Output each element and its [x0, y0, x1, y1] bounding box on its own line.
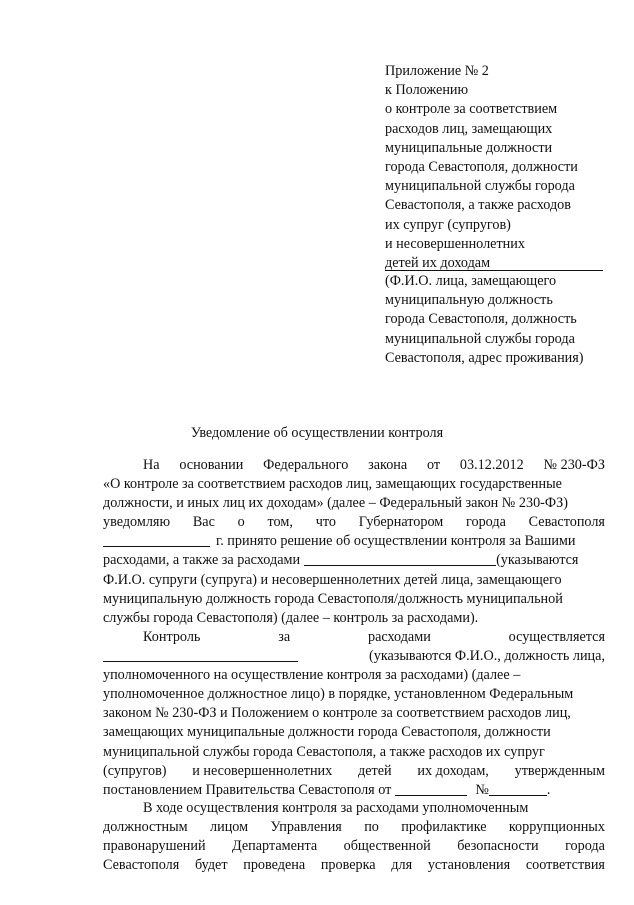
recipient-line: муниципальной службы города: [385, 330, 575, 347]
text-line: (указываются Ф.И.О., должность лица,: [103, 647, 605, 666]
official-blank: [103, 647, 298, 662]
recipient-block: [385, 272, 615, 368]
recipient-line: (Ф.И.О. лица, замещающего: [385, 273, 557, 289]
text-line: муниципальную должность города Севастополя/должность муниципальной: [103, 590, 563, 607]
appendix-line: города Севастополя, должности: [385, 159, 578, 176]
text-line: службы города Севастополя) (далее – контроль за расходами).: [103, 609, 479, 626]
appendix-line: муниципальные должности: [385, 139, 553, 156]
text-line: Севастополя будет проведена проверка для установления соответствия: [103, 857, 605, 874]
recipient-line: Севастополя, адрес проживания): [385, 349, 584, 366]
text-line: муниципальной службы города Севастополя, а также расходов их супруг: [103, 743, 545, 760]
text-line: уполномоченного на осуществление контроля за расходами) (далее –: [103, 667, 521, 684]
text-line: уполномоченное должностное лицо) в порядке, установленном Федеральным: [103, 686, 574, 703]
text-line: (супругов) и несовершеннолетних детей их доходам, утвержденным: [103, 762, 605, 779]
text-line: г. принято решение об осуществлении контроля за Вашими: [103, 532, 605, 551]
resolution-date-blank: [395, 781, 467, 796]
paragraph-3: [103, 799, 605, 875]
text-line: Контроль за расходами осуществляется: [143, 629, 605, 645]
text-line: На основании Федерального закона от 03.12.2012 № 230-ФЗ: [143, 457, 605, 473]
appendix-line: Приложение № 2: [385, 63, 489, 79]
appendix-line: муниципальной службы города: [385, 178, 575, 195]
text-line: расходами, а также за расходами (указываются: [103, 552, 579, 569]
recipient-line: муниципальную должность: [385, 292, 553, 309]
paragraph-2: [103, 628, 605, 800]
appendix-line: к Положению: [385, 82, 469, 99]
appendix-line: о контроле за соответствием: [385, 101, 558, 118]
text-line: постановлением Правительства Севастополя от № .: [103, 781, 551, 798]
text-line: правонарушений Департамента общественной безопасности города: [103, 838, 605, 855]
text-line: «О контроле за соответствием расходов лиц, замещающих государственные: [103, 476, 562, 493]
text-line: В ходе осуществления контроля за расходами уполномоченным: [143, 800, 529, 816]
family-names-blank: [304, 551, 496, 566]
date-blank: [103, 532, 210, 547]
appendix-header: [385, 62, 615, 273]
paragraph-1: [103, 456, 605, 628]
text-line: Ф.И.О. супруги (супруга) и несовершеннолетних детей лица, замещающего: [103, 571, 562, 588]
text-line: должности, и иных лиц их доходам» (далее – Федеральный закон № 230-ФЗ): [103, 495, 568, 512]
recipient-line: города Севастополя, должность: [385, 311, 577, 328]
text-line: замещающих муниципальные должности города Севастополя, должности: [103, 724, 551, 741]
text-line: уведомляю Вас о том, что Губернатором города Севастополя: [103, 514, 605, 531]
appendix-line: и несовершеннолетних: [385, 235, 525, 252]
text-line: должностным лицом Управления по профилактике коррупционных: [103, 819, 605, 836]
recipient-fill-line: [385, 270, 603, 271]
appendix-line: расходов лиц, замещающих: [385, 120, 553, 137]
appendix-line: детей их доходам: [385, 255, 491, 272]
appendix-line: Севастополя, а также расходов: [385, 197, 571, 214]
appendix-line: их супруг (супругов): [385, 216, 511, 233]
document-title: Уведомление об осуществлении контроля: [190, 425, 444, 441]
resolution-number-blank: [489, 781, 547, 796]
text-line: законом № 230-ФЗ и Положением о контроле за соответствием расходов лиц,: [103, 705, 571, 722]
